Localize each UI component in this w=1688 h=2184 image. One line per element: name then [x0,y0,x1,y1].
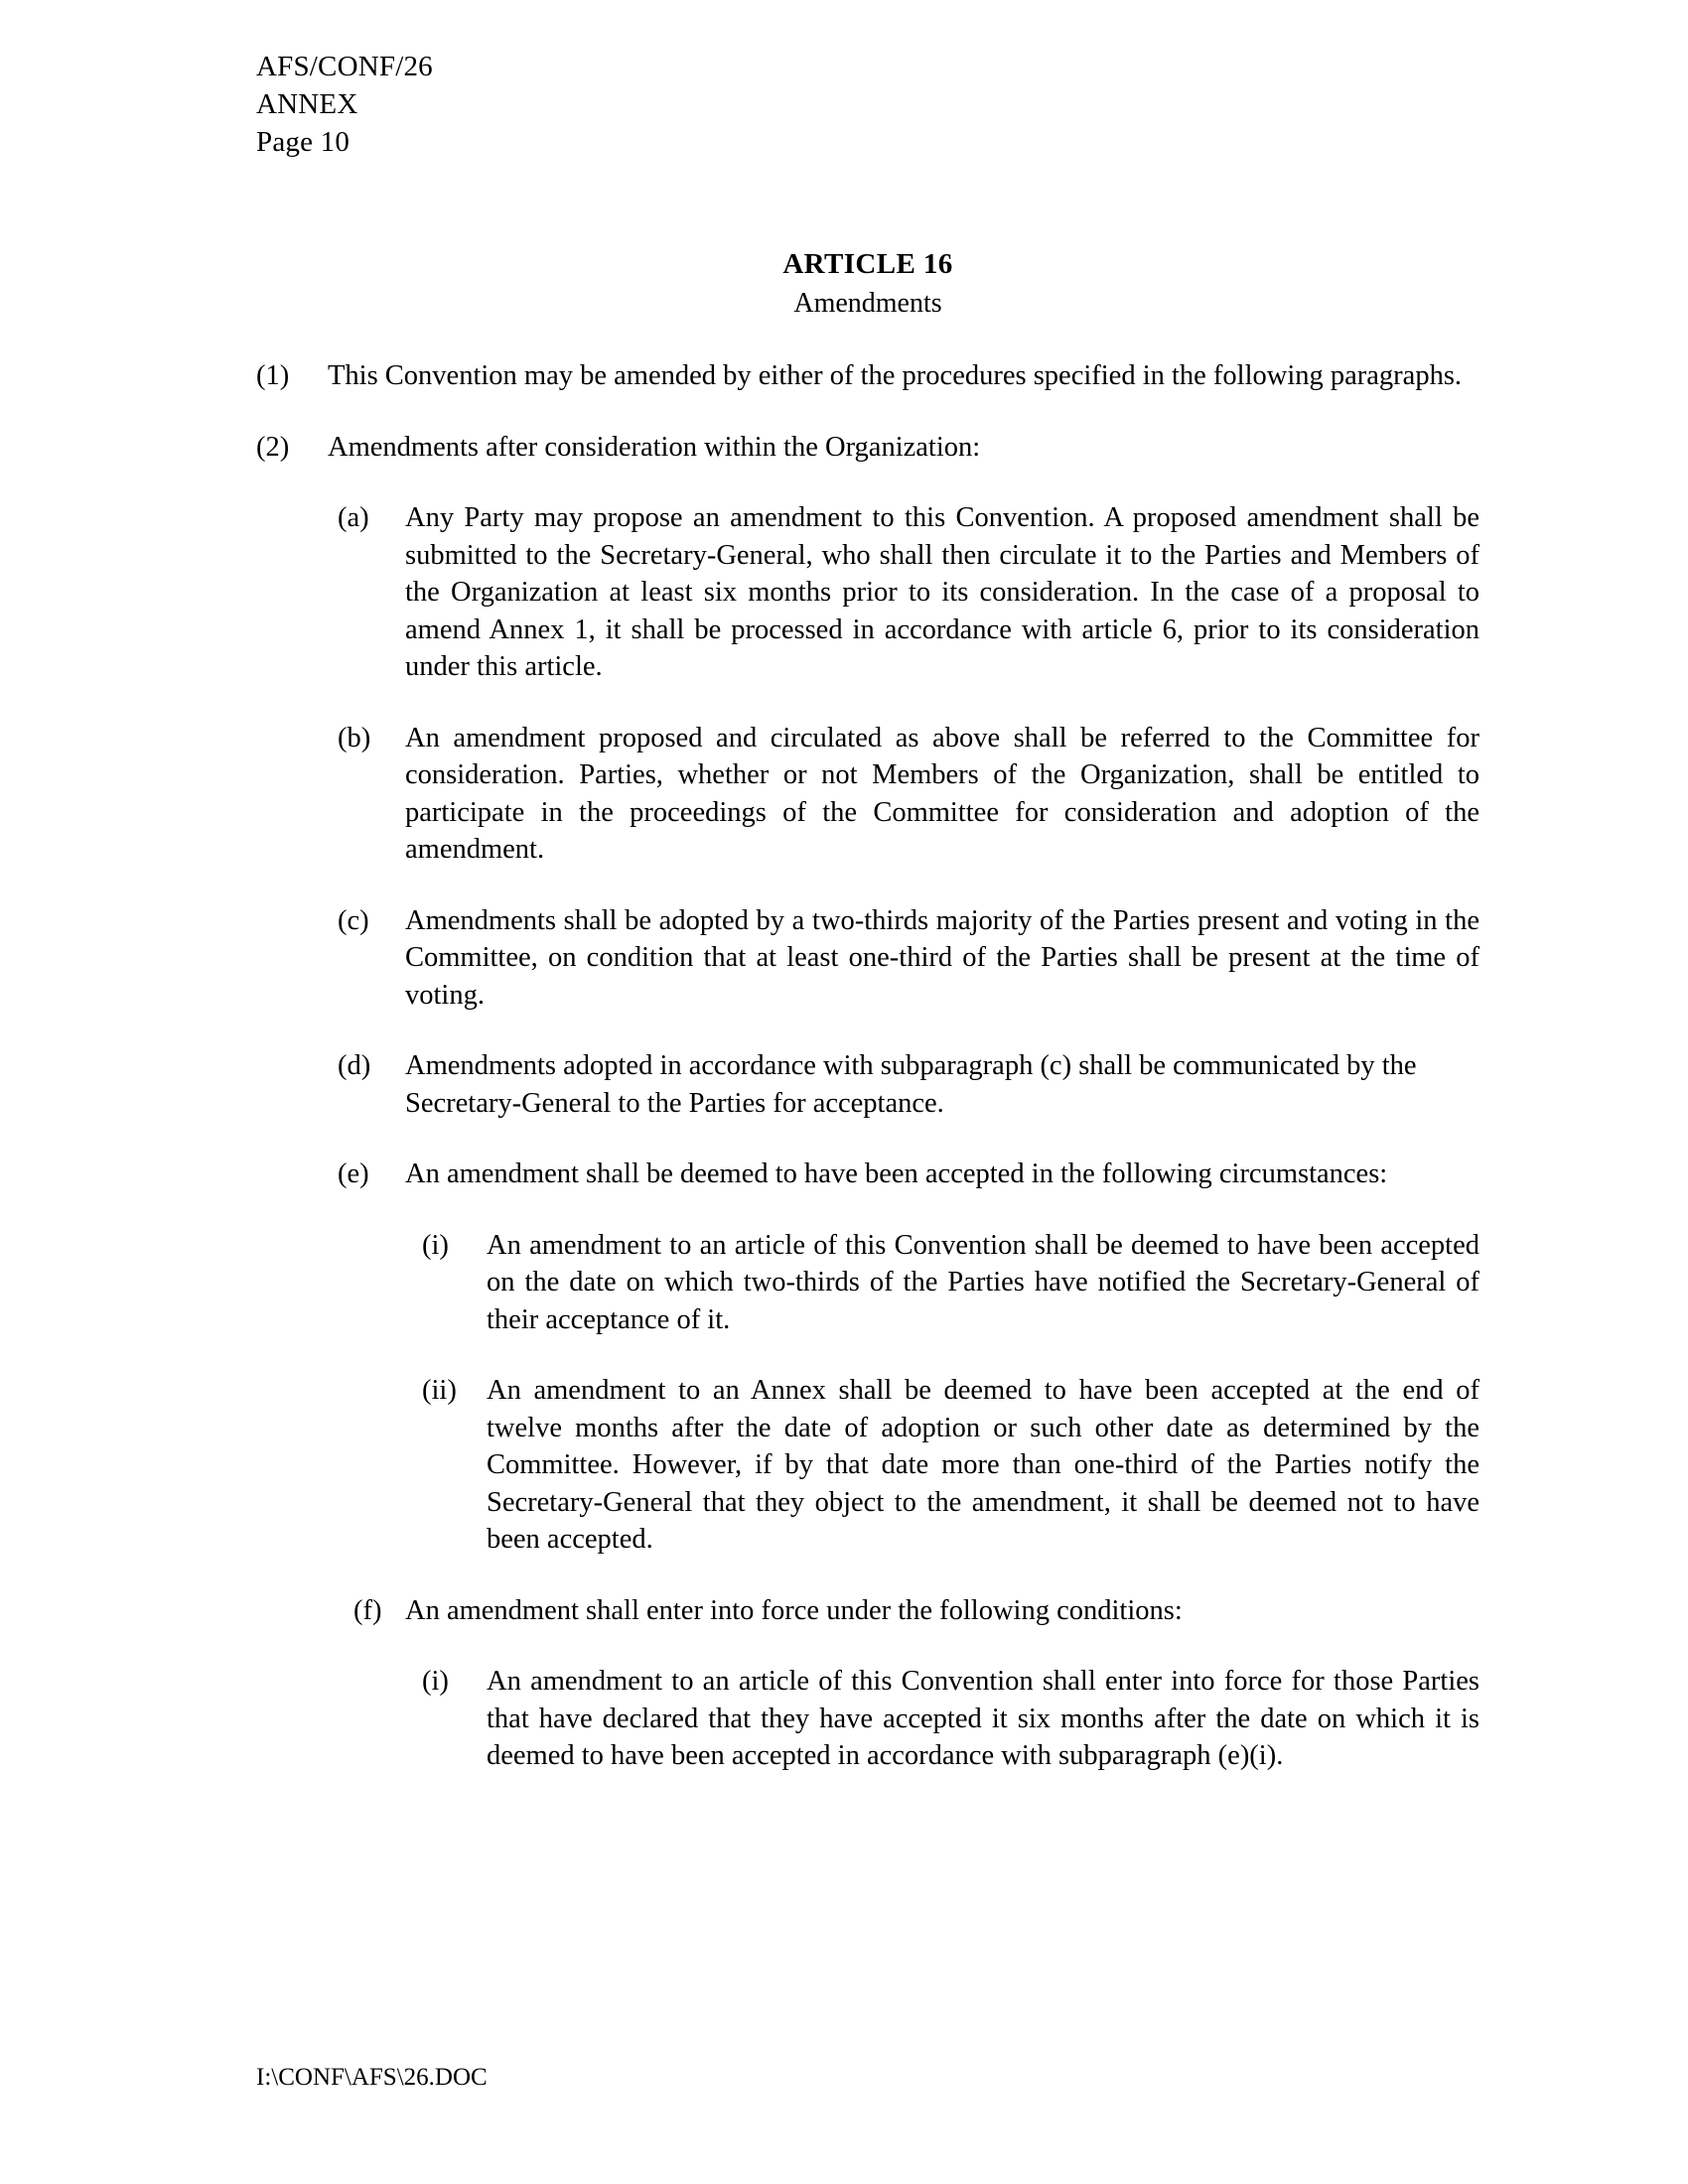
subparagraph-c-label: (c) [338,904,369,936]
subparagraph-f [256,1592,1479,1630]
subparagraph-e-text: An amendment shall be deemed to have been accepted in the following circumstances: [405,1159,1388,1189]
subparagraph-e-item-i-label: (i) [422,1229,449,1261]
document-page-label: Page 10 [256,126,351,158]
document-symbol: AFS/CONF/26 [256,51,433,82]
subparagraph-e-label: (e) [338,1159,369,1189]
paragraph-1 [256,357,1479,395]
subparagraph-d [256,1047,1479,1122]
document-header [256,48,433,161]
subparagraph-f-label: (f) [353,1594,382,1626]
subparagraph-f-item-i [256,1663,1479,1775]
subparagraph-c-text: Amendments shall be adopted by a two-thirds majority of the Parties present and voting in the Committee, on condition that at least one-third of the Parties shall be present at the time of voting. [405,904,1479,1011]
document-footer [256,2063,488,2093]
subparagraph-e-item-i-text: An amendment to an article of this Convention shall be deemed to have been accepted on the date on which two-thirds of the Parties have notified the Secretary-General of their acceptance of it. [487,1229,1479,1335]
paragraph-2-label: (2) [256,431,290,463]
subparagraph-b-text: An amendment proposed and circulated as above shall be referred to the Committee for consideration. Parties, whether or not Members of the Organization, shall be entitled to participate in the proceedings of the Committee for consideration and adoption of the amendment. [405,722,1479,865]
paragraph-2-text: Amendments after consideration within the Organization: [328,431,981,463]
subparagraph-a-label: (a) [338,502,369,533]
subparagraph-e [256,1156,1479,1193]
subparagraph-f-item-i-label: (i) [422,1666,449,1697]
subparagraph-b-label: (b) [338,722,371,753]
subparagraph-e-item-ii-label: (ii) [422,1375,457,1406]
article-heading: ARTICLE 16 [782,248,953,280]
document-annex-label: ANNEX [256,88,358,120]
subparagraph-e-item-i [256,1227,1479,1339]
document-footer-path: I:\CONF\AFS\26.DOC [256,2064,488,2091]
subparagraph-e-item-ii-text: An amendment to an Annex shall be deemed to have been accepted at the end of twelve months after the date of adoption or such other date as determined by the Committee. However, if by that date more than one-third of the Parties notify the Secretary-General that they object to the amendment, it shall be deemed not to have been accepted. [487,1375,1479,1555]
subparagraph-e-item-ii [256,1372,1479,1559]
subparagraph-d-text: Amendments adopted in accordance with subparagraph (c) shall be communicated by the Secretary-General to the Parties for acceptance. [405,1050,1417,1119]
paragraph-1-text: This Convention may be amended by either of the procedures specified in the following paragraphs. [328,360,1463,391]
article-body [256,357,1479,1809]
subparagraph-a-text: Any Party may propose an amendment to this Convention. A proposed amendment shall be submitted to the Secretary-General, who shall then circulate it to the Parties and Members of the Organization at least six months prior to its consideration. In the case of a proposal to amend Annex 1, it shall be processed in accordance with article 6, prior to its consideration under this article. [405,502,1479,682]
subparagraph-a [256,499,1479,686]
subparagraph-f-text: An amendment shall enter into force under the following conditions: [405,1594,1183,1626]
article-subheading: Amendments [793,288,942,319]
subparagraph-f-item-i-text: An amendment to an article of this Convention shall enter into force for those Parties that have declared that they have accepted it six months after the date on which it is deemed to have been accepted in accordance with subparagraph (e)(i). [487,1666,1479,1771]
paragraph-1-label: (1) [256,360,290,391]
subparagraph-b [256,720,1479,869]
subparagraph-c [256,902,1479,1015]
article-title-block [256,246,1479,322]
paragraph-2 [256,429,1479,467]
subparagraph-d-label: (d) [338,1050,371,1081]
